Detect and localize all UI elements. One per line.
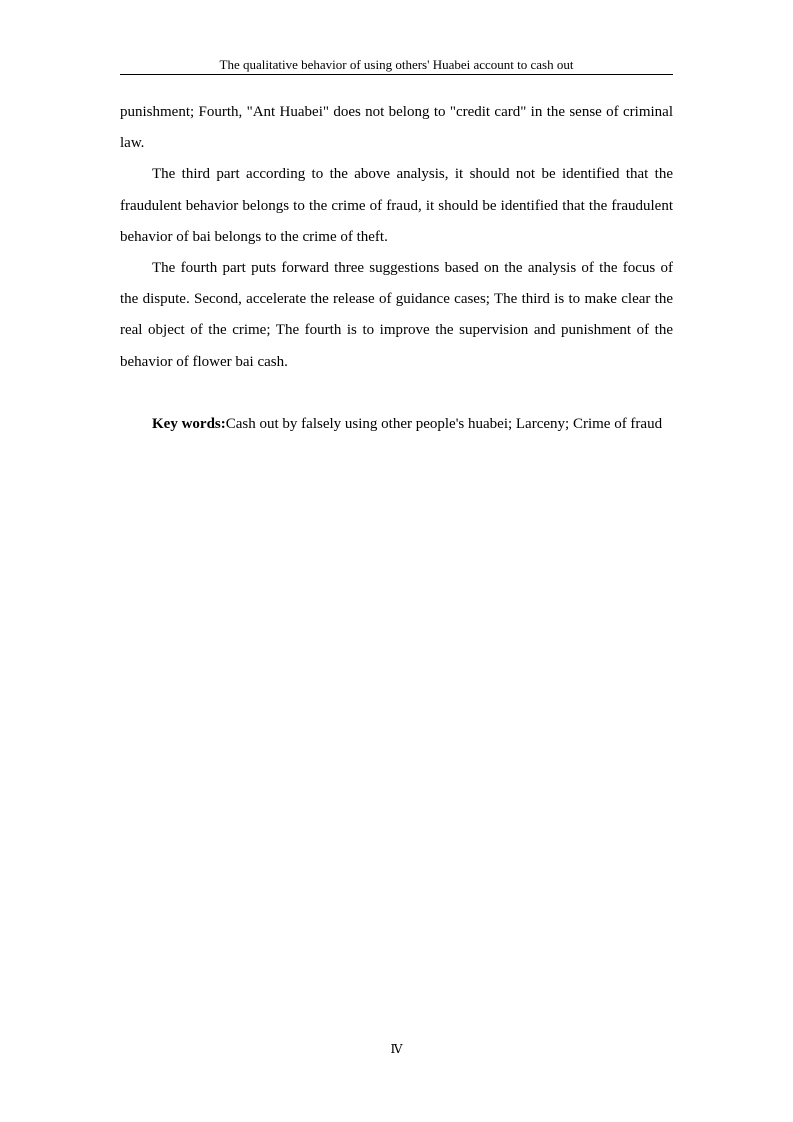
running-header-title: The qualitative behavior of using others' Huabei account to cash out: [219, 57, 574, 72]
abstract-body: [120, 97, 673, 440]
paragraph-continuation: punishment; Fourth, "Ant Huabei" does not belong to "credit card" in the sense of criminal law.: [120, 104, 673, 152]
paragraph-fourth-part: The fourth part puts forward three suggestions based on the analysis of the focus of the dispute. Second, accelerate the release of guidance cases; The third is to make clear the real object of the crime; The fourth is to improve the supervision and punishment of the behavior of flower bai cash.: [120, 260, 673, 370]
keywords-text: Cash out by falsely using other people's huabei; Larceny; Crime of fraud: [225, 415, 663, 432]
keywords-label: Key words:: [152, 415, 226, 432]
page-number: Ⅳ: [390, 1042, 403, 1056]
header-divider: [120, 74, 673, 75]
keywords-line: [120, 409, 673, 440]
paragraph-third-part: The third part according to the above analysis, it should not be identified that the fraudulent behavior belongs to the crime of fraud, it should be identified that the fraudulent behavior of bai belongs to the crime of theft.: [120, 166, 673, 245]
